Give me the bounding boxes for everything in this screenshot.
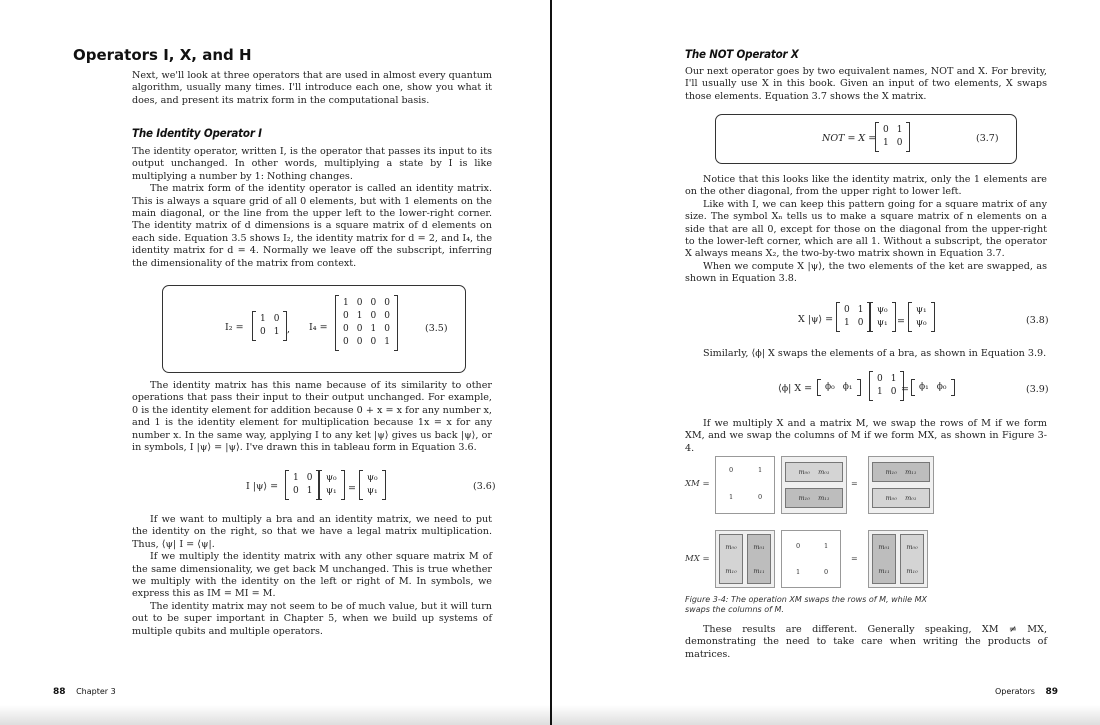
chapter-label: Operators: [995, 687, 1035, 696]
not-intro: Our next operator goes by two equivalent names, NOT and X. For brevity, I'll usually use X in this book. Given an input of two elements, X swaps those elements. Equation 3.7 shows the X matrix.: [685, 66, 1047, 102]
comma: ,: [287, 324, 291, 335]
x-matrix-box: [715, 456, 775, 514]
equation-number: (3.5): [425, 323, 448, 334]
not-body: Notice that this looks like the identity matrix, only the 1 elements are on the other diagonal, from the upper right to lower left. Like with I, we can keep this pattern going for a square matrix of any size. The symbol Xₙ tells us to make a square matrix of n elements on a side that are all 0, except for those on the diagonal from the upper-right to the lower-left corner, which are all 1. Without a subscript, the operator X always means X₂, the two-by-two matrix shown in Equation 3.7. When we compute X |ψ⟩, the two elements of the ket are swapped, as shown in Equation 3.8.: [685, 174, 1047, 285]
xm-row-1: m₀₀ m₀₁: [872, 488, 930, 508]
i2-label: I₂ =: [225, 322, 244, 333]
eq36-lhs: I |ψ⟩ =: [246, 481, 279, 492]
figure-intro: If we multiply X and a matrix M, we swap the rows of M if we form XM, and we swap the columns of M if we form MX, as shown in Figure 3-4.: [685, 418, 1047, 454]
eq36-identity-matrix: 1 0 0 1: [285, 471, 320, 499]
intro-paragraph: Next, we'll look at three operators that are used in almost every quantum algorithm, usually many times. I'll introduce each one, show you what it does, and present its matrix form in the computational basis.: [132, 70, 492, 106]
eq39-lhs: ⟨ϕ| X =: [778, 383, 813, 394]
page-number: 88: [53, 687, 66, 697]
x2-01: 1: [824, 542, 829, 550]
eq38-equals: =: [897, 316, 905, 327]
page-folio: [995, 687, 1058, 697]
identity-matrix-2x2: 1 0 0 1: [252, 312, 287, 340]
identity-matrix-4x4: 1 0 0 0 0 1 0 0 0 0 1 0 0 0 0 1: [335, 296, 398, 350]
equation-number: (3.6): [473, 481, 496, 492]
m-row-1: m₁₀ m₁₁: [785, 488, 843, 508]
eq38-x-matrix: 0 1 1 0: [836, 303, 871, 331]
m-col-1: m₀₁ m₁₁: [747, 534, 771, 584]
equation-number: (3.9): [1026, 384, 1049, 395]
identity-explanation: The identity matrix has this name because of its similarity to other operations that pass their input to their output unchanged. For example, 0 is the identity element for addition because 0 + x = x for any number x, and 1 is the identity element for multiplication because 1x = x for any number x. In the same way, applying I to any ket |ψ⟩ gives us back |ψ⟩, or in symbols, I |ψ⟩ = |ψ⟩. I've drawn this in tableau form in Equation 3.6.: [132, 380, 492, 454]
eq39-x-matrix: 0 1 1 0: [869, 372, 904, 400]
eq38-lhs: X |ψ⟩ =: [798, 314, 834, 325]
section-heading: Operators I, X, and H: [73, 46, 252, 64]
not-heading: The NOT Operator X: [685, 47, 799, 61]
page-number: 89: [1045, 687, 1059, 697]
mx-col-0: m₀₁ m₁₁: [872, 534, 896, 584]
page-shade: [552, 705, 1100, 725]
page-shade: [0, 705, 550, 725]
x2-10: 1: [796, 568, 801, 576]
closing-paragraph: These results are different. Generally speaking, XM ≠ MX, demonstrating the need to take care when writing the products of matrices.: [685, 624, 1047, 660]
eq37-lhs: NOT = X =: [822, 133, 877, 144]
eq36-result-ket: ψ₀ ψ₁: [359, 471, 386, 499]
x-10: 1: [729, 493, 734, 501]
x-01: 1: [758, 466, 763, 474]
x-matrix: 0 1 1 0: [875, 123, 910, 151]
right-page: [552, 0, 1100, 725]
identity-closing: If we want to multiply a bra and an identity matrix, we need to put the identity on the right, so that we have a legal matrix multiplication. Thus, ⟨ψ| I = ⟨ψ|. If we multiply the identity matrix with any other square matrix M of the same dimensionality, we get back M unchanged. This is true whether we multiply with the identity on the left or right of M. In symbols, we express this as IM = MI = M. The identity matrix may not seem to be of much value, but it will turn out to be super important in Chapter 5, when we build up systems of multiple qubits and multiple operators.: [132, 514, 492, 637]
m-row-0: m₀₀ m₀₁: [785, 462, 843, 482]
equation-number: (3.8): [1026, 315, 1049, 326]
x-00: 0: [729, 466, 734, 474]
equation-3-5-box: [162, 285, 466, 373]
m-col-0: m₀₀ m₁₀: [719, 534, 743, 584]
equation-number: (3.7): [976, 133, 999, 144]
figure-caption: Figure 3-4: The operation XM swaps the rows of M, while MX swaps the columns of M.: [685, 595, 927, 614]
xm-label: XM =: [685, 479, 710, 489]
eq39-equals: =: [901, 384, 909, 395]
eq36-equals: =: [348, 483, 356, 494]
equation-3-7-box: [715, 114, 1017, 164]
eq39-result-bra: ϕ₁ ϕ₀: [911, 380, 955, 395]
eq39-bra: ϕ₀ ϕ₁: [817, 380, 861, 395]
i4-label: I₄ =: [309, 322, 328, 333]
eq36-ket: ψ₀ ψ₁: [318, 471, 345, 499]
mx-label: MX =: [685, 554, 710, 564]
eq38-result-ket: ψ₁ ψ₀: [908, 303, 935, 331]
eq38-ket: ψ₀ ψ₁: [869, 303, 896, 331]
x-matrix-box-2: [781, 530, 841, 588]
bra-sentence: Similarly, ⟨ϕ| X swaps the elements of a bra, as shown in Equation 3.9.: [703, 348, 1047, 359]
page-folio: [53, 687, 116, 697]
mx-col-1: m₀₀ m₁₀: [900, 534, 924, 584]
fig-equals: =: [851, 479, 858, 488]
xm-row-0: m₁₀ m₁₁: [872, 462, 930, 482]
identity-heading: The Identity Operator I: [132, 126, 262, 140]
chapter-label: Chapter 3: [76, 687, 116, 696]
x2-11: 0: [824, 568, 829, 576]
x2-00: 0: [796, 542, 801, 550]
fig-equals-2: =: [851, 554, 858, 563]
identity-body: The identity operator, written I, is the operator that passes its input to its output unchanged. In other words, multiplying a state by I is like multiplying a number by 1: Nothing changes. The matrix form of the identity operator is called an identity matrix. This is always a square grid of all 0 elements, but with 1 elements on the main diagonal, or the line from the upper left to the lower-right corner. The identity matrix of d dimensions is a square matrix of d elements on each side. Equation 3.5 shows I₂, the identity matrix for d = 2, and I₄, the identity matrix for d = 4. Normally we leave off the subscript, inferring the dimensionality of the matrix from context.: [132, 146, 492, 269]
x-11: 0: [758, 493, 763, 501]
